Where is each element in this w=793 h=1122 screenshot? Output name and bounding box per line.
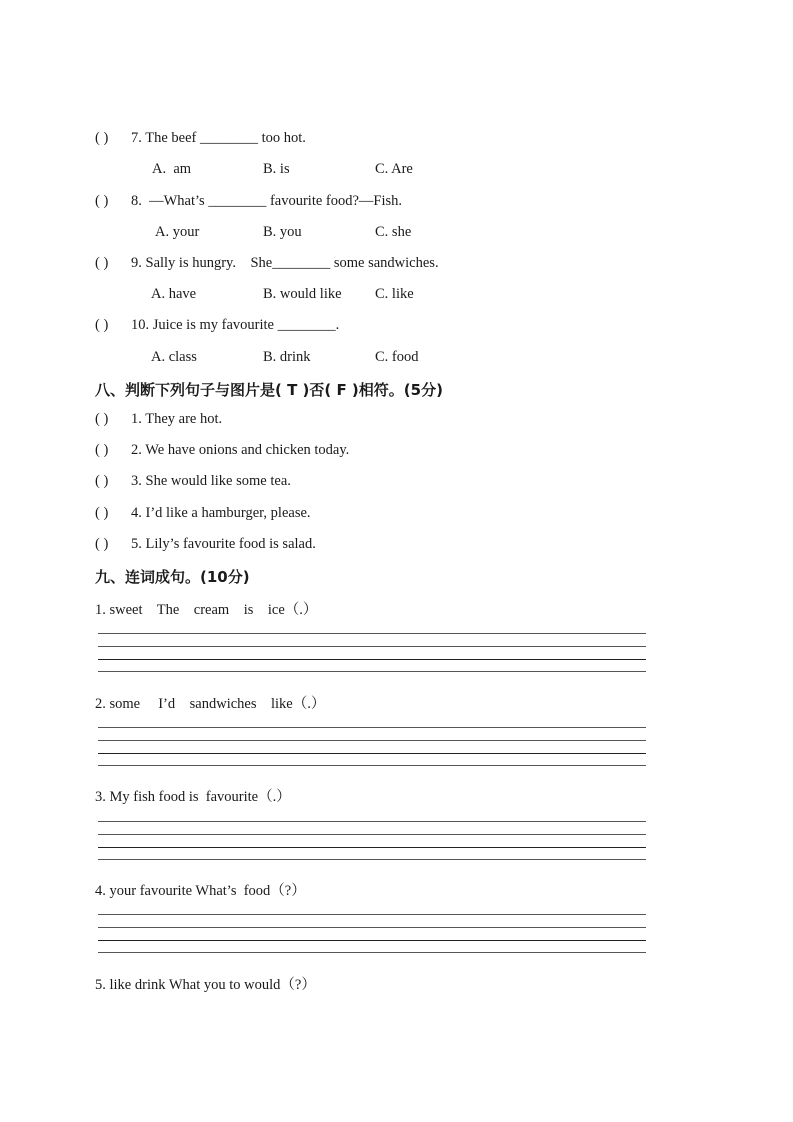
writing-line[interactable]	[98, 927, 646, 928]
option-b[interactable]: B. is	[263, 161, 290, 177]
scrambled-words: 4. your favourite What’s food（?）	[95, 883, 306, 899]
scrambled-words: 5. like drink What you to would（?）	[95, 977, 316, 993]
question-text: 9. Sally is hungry. She________ some sandwiches.	[131, 255, 439, 271]
answer-blank[interactable]: ( )	[95, 255, 109, 271]
answer-blank[interactable]: ( )	[95, 505, 109, 521]
option-c[interactable]: C. she	[375, 224, 412, 240]
writing-line[interactable]	[98, 671, 646, 672]
answer-blank[interactable]: ( )	[95, 411, 109, 427]
writing-line[interactable]	[98, 821, 646, 822]
statement-text: 1. They are hot.	[131, 411, 223, 427]
writing-line[interactable]	[98, 952, 646, 953]
option-a[interactable]: A. your	[155, 224, 200, 240]
answer-blank[interactable]: ( )	[95, 442, 109, 458]
option-b[interactable]: B. drink	[263, 349, 311, 365]
statement-text: 5. Lily’s favourite food is salad.	[131, 536, 316, 552]
option-a[interactable]: A. am	[152, 161, 192, 177]
question-text: 10. Juice is my favourite ________.	[131, 317, 340, 333]
answer-blank[interactable]: ( )	[95, 193, 109, 209]
writing-line[interactable]	[98, 765, 646, 766]
statement-text: 4. I’d like a hamburger, please.	[131, 505, 311, 521]
writing-line[interactable]	[98, 740, 646, 741]
scrambled-words: 3. My fish food is favourite（.）	[95, 789, 291, 805]
option-c[interactable]: C. Are	[375, 161, 413, 177]
question-text: 7. The beef ________ too hot.	[131, 130, 306, 146]
writing-line[interactable]	[98, 646, 646, 647]
answer-blank[interactable]: ( )	[95, 473, 109, 489]
option-b[interactable]: B. would like	[263, 286, 342, 302]
scrambled-words: 1. sweet The cream is ice（.）	[95, 602, 318, 618]
writing-line[interactable]	[98, 633, 646, 634]
writing-line[interactable]	[98, 753, 646, 754]
answer-blank[interactable]: ( )	[95, 536, 109, 552]
writing-line[interactable]	[98, 859, 646, 860]
writing-line[interactable]	[98, 834, 646, 835]
section-9-heading: 九、连词成句。(10分)	[95, 568, 250, 586]
answer-blank[interactable]: ( )	[95, 317, 109, 333]
statement-text: 3. She would like some tea.	[131, 473, 291, 489]
section-8-heading: 八、判断下列句子与图片是( T )否( F )相符。(5分)	[95, 381, 443, 399]
answer-blank[interactable]: ( )	[95, 130, 109, 146]
option-c[interactable]: C. food	[375, 349, 419, 365]
statement-text: 2. We have onions and chicken today.	[131, 442, 350, 458]
option-a[interactable]: A. class	[151, 349, 197, 365]
scrambled-words: 2. some I’d sandwiches like（.）	[95, 696, 326, 712]
writing-line[interactable]	[98, 659, 646, 660]
option-c[interactable]: C. like	[375, 286, 414, 302]
writing-line[interactable]	[98, 847, 646, 848]
writing-line[interactable]	[98, 914, 646, 915]
question-text: 8. —What’s ________ favourite food?—Fish.	[131, 193, 403, 209]
writing-line[interactable]	[98, 940, 646, 941]
option-a[interactable]: A. have	[151, 286, 197, 302]
option-b[interactable]: B. you	[263, 224, 302, 240]
writing-line[interactable]	[98, 727, 646, 728]
